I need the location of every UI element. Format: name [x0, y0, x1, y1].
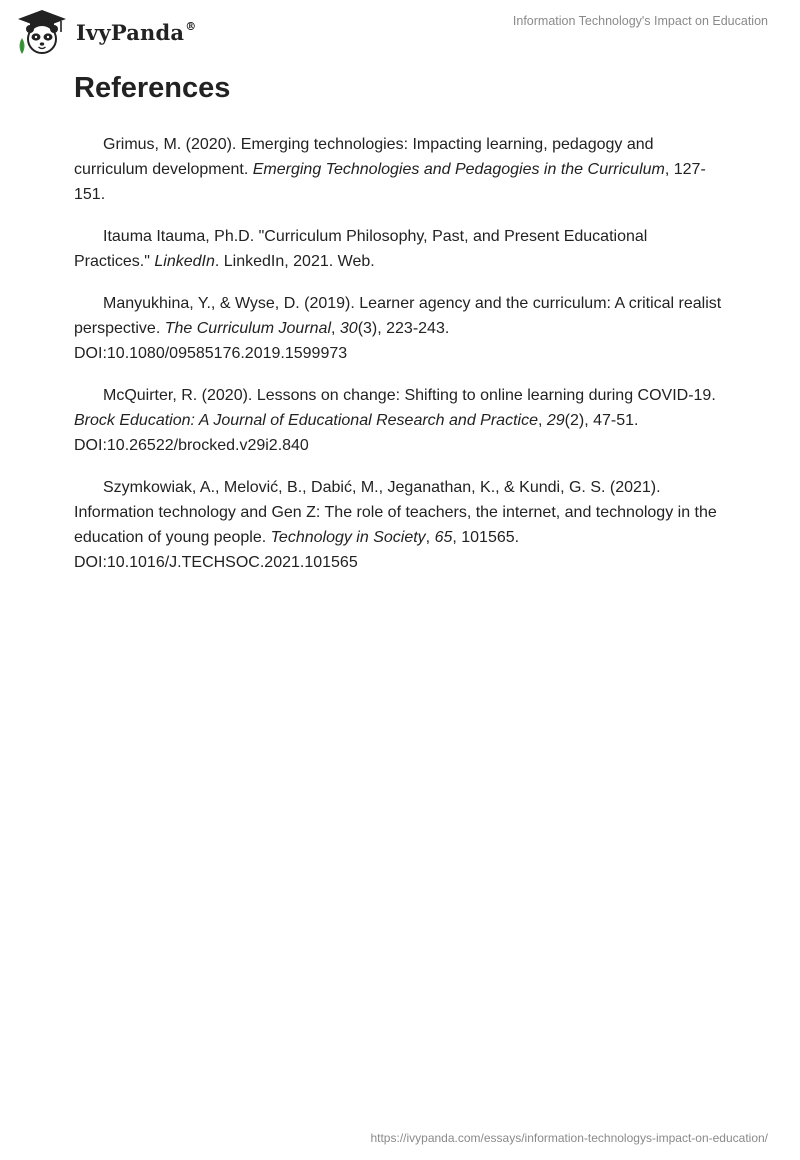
reference-italic-text: The Curriculum Journal	[164, 320, 331, 337]
reference-text: , 127-151.	[74, 161, 706, 203]
reference-entry	[74, 383, 724, 458]
reference-italic-text: 65	[434, 529, 453, 546]
reference-text: (2), 47-51. DOI:10.26522/brocked.v29i2.840	[74, 412, 639, 454]
reference-italic-text: Brock Education: A Journal of Educational Research and Practice	[74, 412, 538, 429]
reference-text: . LinkedIn, 2021. Web.	[214, 253, 375, 270]
reference-text: ,	[425, 529, 435, 546]
reference-text: McQuirter, R. (2020). Lessons on change: Shifting to online learning during COVID-19.	[103, 387, 716, 404]
reference-italic-text: 29	[546, 412, 565, 429]
reference-text: (3), 223-243. DOI:10.1080/09585176.2019.1599973	[74, 320, 450, 362]
reference-entry	[74, 132, 724, 207]
reference-list	[74, 132, 724, 575]
registered-mark: ®	[185, 19, 197, 33]
reference-text: Manyukhina, Y., & Wyse, D. (2019). Learner agency and the curriculum: A critical realist perspective.	[74, 295, 722, 337]
reference-entry	[74, 475, 724, 575]
reference-italic-text: Emerging Technologies and Pedagogies in the Curriculum	[252, 161, 665, 178]
reference-italic-text: LinkedIn	[154, 253, 215, 270]
reference-text: ,	[331, 320, 340, 337]
panda-graduate-icon	[14, 8, 70, 56]
reference-text: ,	[537, 412, 547, 429]
reference-entry	[74, 291, 724, 366]
footer-source-url[interactable]: https://ivypanda.com/essays/information-technologys-impact-on-education/	[370, 1131, 768, 1145]
reference-italic-text: 30	[339, 320, 358, 337]
reference-text: Szymkowiak, A., Melović, B., Dabić, M., Jeganathan, K., & Kundi, G. S. (2021). Information technology and Gen Z: The role of teachers, the internet, and technology in the education of young people.	[74, 479, 717, 546]
reference-text: Grimus, M. (2020). Emerging technologies: Impacting learning, pedagogy and curriculum development.	[74, 136, 654, 178]
reference-text: , 101565. DOI:10.1016/J.TECHSOC.2021.101565	[74, 529, 520, 571]
document-running-title: Information Technology's Impact on Education	[512, 14, 768, 28]
reference-italic-text: Technology in Society	[270, 529, 426, 546]
reference-text: Itauma Itauma, Ph.D. "Curriculum Philosophy, Past, and Present Educational Practices."	[74, 228, 648, 270]
brand-name: IvyPanda®	[76, 19, 197, 45]
reference-entry	[74, 224, 724, 274]
brand-logo[interactable]	[14, 8, 196, 56]
page-title: References	[74, 72, 231, 104]
